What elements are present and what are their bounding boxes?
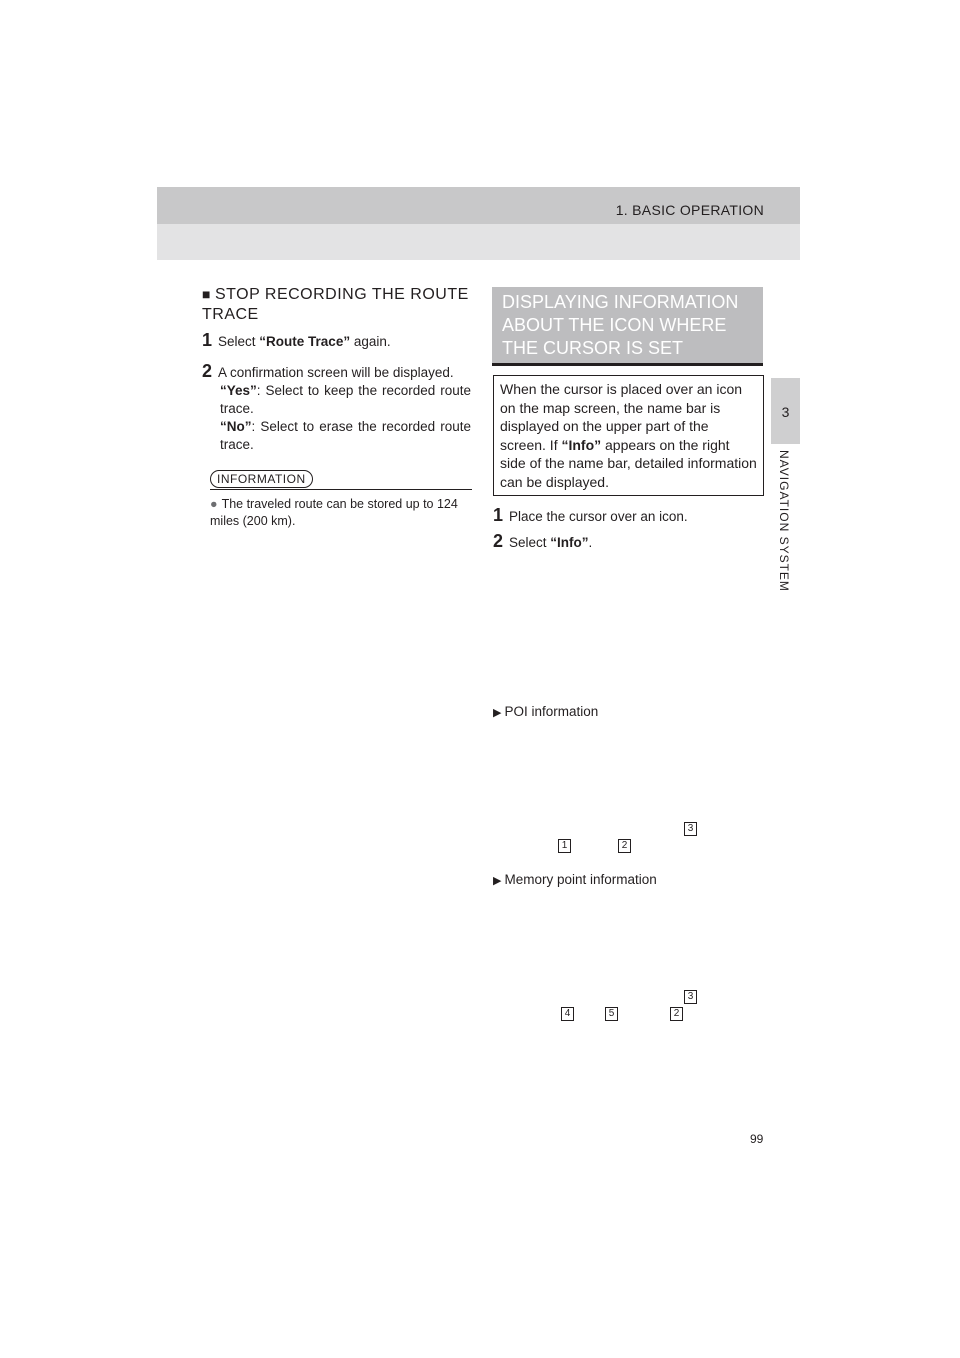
step-2	[202, 362, 472, 382]
heading-underline	[492, 363, 763, 366]
step-1	[202, 331, 472, 351]
info-text: The traveled route can be stored up to 124 miles (200 km).	[210, 497, 458, 528]
poi-info-heading	[493, 704, 598, 719]
option-no	[220, 418, 471, 454]
description-box	[493, 375, 764, 496]
step-text: Select	[509, 535, 551, 550]
option-label: “Yes”	[220, 383, 257, 398]
chapter-number: 3	[781, 404, 790, 420]
triangle-right-icon: ▶	[493, 707, 502, 719]
callout-number: 5	[605, 1007, 618, 1021]
heading-text: Memory point information	[504, 872, 657, 887]
running-header-title: 1. BASIC OPERATION	[615, 202, 764, 218]
section-heading-stop-recording	[202, 284, 472, 325]
callout-number: 4	[561, 1007, 574, 1021]
description-text-end: appears on the right side of the name bar, detailed information can be displayed.	[500, 436, 757, 490]
step-number: 1	[202, 330, 213, 350]
chapter-label: NAVIGATION SYSTEM	[777, 450, 791, 592]
step-text-end: .	[588, 535, 593, 550]
step-bold: “Info”	[550, 535, 589, 550]
section-title: STOP RECORDING THE ROUTE TRACE	[202, 286, 469, 323]
step-text: Select	[218, 334, 260, 349]
step-text: A confirmation screen will be displayed.	[218, 365, 454, 380]
step-number: 1	[493, 505, 504, 525]
header-sub-bar	[157, 224, 800, 260]
info-divider	[210, 489, 472, 490]
option-label: “No”	[220, 419, 252, 434]
information-label: INFORMATION	[210, 470, 313, 488]
heading-text: POI information	[504, 704, 599, 719]
bullet-icon: ●	[210, 497, 218, 511]
right-step-2	[493, 532, 763, 552]
callout-number: 1	[558, 839, 571, 853]
option-yes	[220, 382, 471, 418]
option-text: : Select to keep the recorded route trace.	[220, 383, 471, 416]
right-step-1	[493, 506, 763, 526]
page-number: 99	[750, 1132, 764, 1146]
option-text: : Select to erase the recorded route trace.	[220, 419, 471, 452]
description-bold: “Info”	[561, 436, 602, 453]
memory-point-info-heading	[493, 872, 657, 887]
callout-number: 2	[618, 839, 631, 853]
callout-number: 2	[670, 1007, 683, 1021]
callout-number: 3	[684, 990, 697, 1004]
step-number: 2	[202, 361, 213, 381]
triangle-right-icon: ▶	[493, 875, 502, 887]
info-bullet-item	[210, 496, 472, 530]
step-bold: “Route Trace”	[259, 334, 351, 349]
callout-number: 3	[684, 822, 697, 836]
description-text: When the cursor is placed over an icon on the map screen, the name bar is displayed on the upper part of the screen. If	[500, 381, 743, 453]
step-text: Place the cursor over an icon.	[509, 509, 688, 524]
step-text-end: again.	[350, 334, 391, 349]
step-number: 2	[493, 531, 504, 551]
section-heading-displaying-info: DISPLAYING INFORMATION ABOUT THE ICON WHERE THE CURSOR IS SET	[492, 287, 763, 365]
section-marker: ■	[202, 286, 211, 302]
